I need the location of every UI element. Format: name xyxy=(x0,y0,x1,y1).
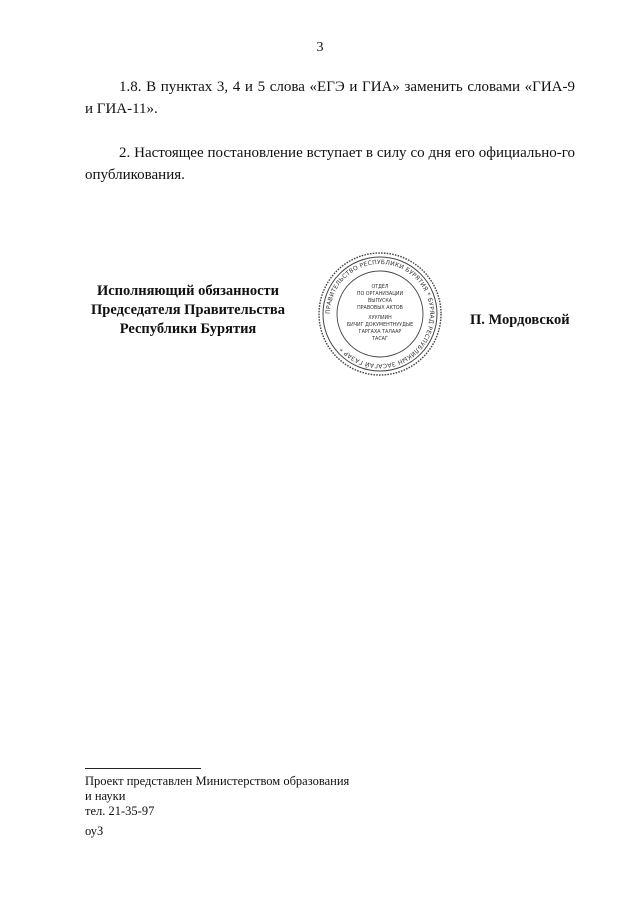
page-number: 3 xyxy=(316,40,324,55)
signatory-title xyxy=(72,282,304,339)
seal-center-line: ТАСАГ xyxy=(372,337,388,342)
signatory-name: П. Мордовской xyxy=(470,312,570,328)
footnote xyxy=(85,774,349,819)
seal-center-line: ПО ОРГАНИЗАЦИИ xyxy=(356,292,404,297)
seal-center-line: ГАРГАХА ТАЛААР xyxy=(358,330,402,335)
seal-center-line: БИЧИГ ДОКУМЕНТНУУДЫЕ xyxy=(346,323,414,328)
svg-text:ПРАВИТЕЛЬСТВО РЕСПУБЛИКИ БУРЯТ xyxy=(325,259,435,369)
seal-center-line: ХУУЛИИН xyxy=(368,316,392,321)
signatory-title-line: Исполняющий обязанности xyxy=(96,283,280,299)
paragraph-1-8: 1.8. В пунктах 3, 4 и 5 слова «ЕГЭ и ГИА» заменить словами «ГИА-9 и ГИА-11». xyxy=(85,79,575,117)
seal-center-line: ПРАВОВЫХ АКТОВ xyxy=(357,306,403,311)
seal-outer-text: ПРАВИТЕЛЬСТВО РЕСПУБЛИКИ БУРЯТИЯ * БУРЯАД РЕСПУБЛИКЫН ЗАСАГАЙ ГАЗАР * xyxy=(324,258,436,370)
seal-center-line: ВЫПУСКА xyxy=(367,299,393,304)
document-code: оуЗ xyxy=(85,824,104,838)
footnote-phone: тел. 21-35-97 xyxy=(85,804,155,818)
footnote-line: Проект представлен Министерством образования xyxy=(85,774,350,788)
seal-center-line: ОТДЕЛ xyxy=(371,285,389,290)
paragraph-2: 2. Настоящее постановление вступает в силу со дня его официально-го опубликования. xyxy=(85,145,575,183)
signatory-title-line: Председателя Правительства xyxy=(91,302,285,318)
official-seal xyxy=(316,250,444,378)
signatory-title-line: Республики Бурятия xyxy=(119,321,257,337)
footnote-divider xyxy=(85,768,201,769)
footnote-line: и науки xyxy=(85,789,126,803)
